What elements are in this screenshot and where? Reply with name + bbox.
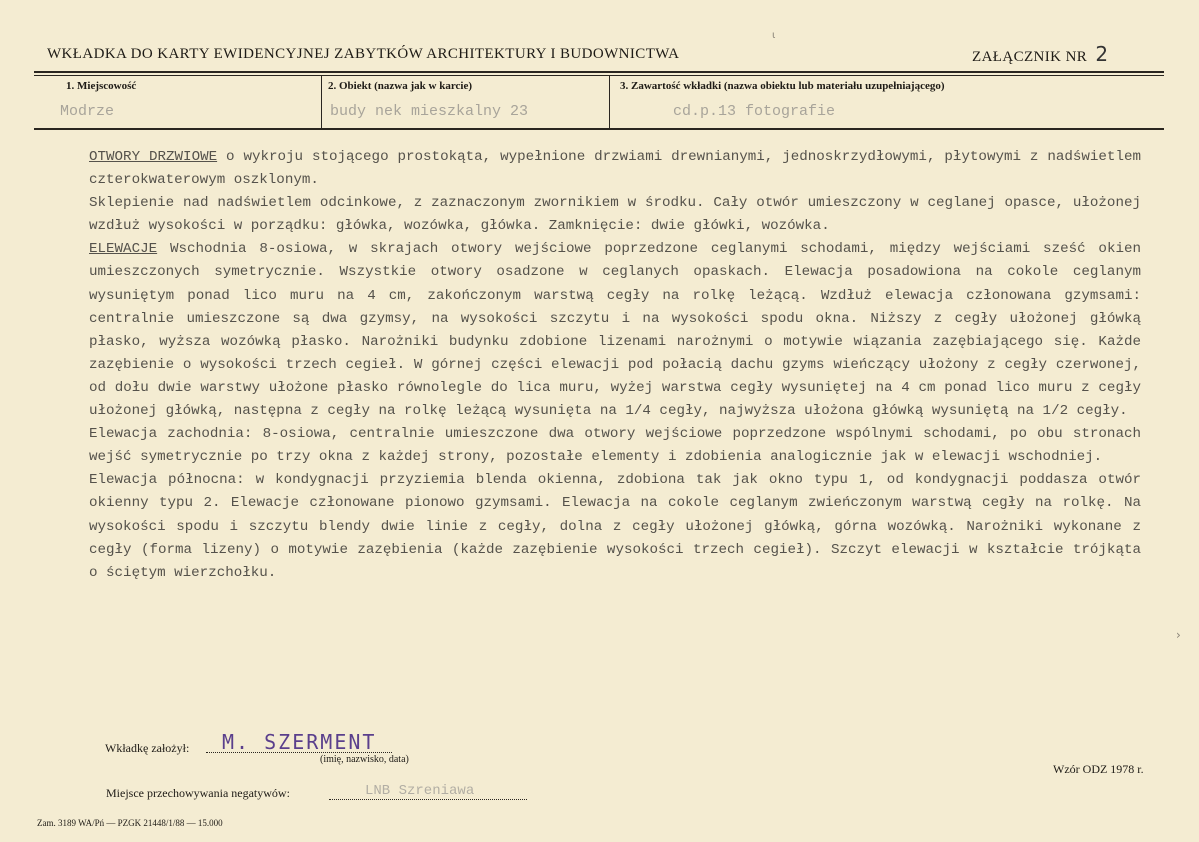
description-text [89,146,1141,585]
doors-paragraph [89,146,1141,192]
field-value-contents: cd.p.13 fotografie [673,103,836,120]
stray-mark: › [1176,628,1181,642]
elevations-paragraph [89,238,1141,423]
doors-text: o wykroju stojącego prostokąta, wypełnione drzwiami drewnianymi, jednoskrzydłowymi, płytowymi z nadświetlem czterokwaterowym oszklonym. [89,149,1141,189]
header-rule-thin [34,75,1164,76]
field-value-location: Modrze [60,103,115,120]
field-label-contents: 3. Zawartość wkładki (nazwa obiektu lub materiału uzupełniającego) [620,80,945,92]
print-info: Zam. 3189 WA/Pń — PZGK 21448/1/88 — 15.000 [37,818,223,828]
field-label-object: 2. Obiekt (nazwa jak w karcie) [328,80,473,92]
field-divider [609,76,610,128]
created-by-signature: M. SZERMENT [222,730,377,754]
east-elevation-text: Wschodnia 8-osiowa, w skrajach otwory wejściowe poprzedzone ceglanymi schodami, między wejściami sześć okien umieszczonych symetrycznie. Wszystkie otwory osadzone w ceglanych opaskach. Elewacja posadowiona na cokole ceglanym wysuniętym ponad lico muru na 4 cm, zakończonym warstwą cegły na rolkę leżącą. Wzdłuż elewacja członowana gzymsami: centralnie umieszczone są dwa gzymsy, na wysokości szczytu i na wysokości spodu okna. Niższy z cegły ułożonej główką płasko, wyższa wozówką płasko. Narożniki budynku zdobione lizenami narożnymi o motywie wiązania zazębiającego się. Każde zazębienie o wysokości trzech cegieł. W górnej części elewacji pod połacią dachu gzyms wieńczący ułożony z cegły czerwonej, od dołu dwie warstwy ułożone płasko równolegle do lica muru, wyżej warstwa cegły wysuniętej na 4 cm ponad lico muru z cegły ułożonej główką, następna z cegły na rolkę leżącą wysunięta na 1/4 cegły, najwyższa ułożona główką wysuniętą na 1/2 cegły. [89,241,1141,420]
stray-mark: ι [772,30,776,41]
north-elevation-paragraph: Elewacja północna: w kondygnacji przyziemia blenda okienna, zdobiona tak jak okno typu 1, od kondygnacji poddasza otwór okienny typu 2. Elewacje członowane pionowo gzymsami. Elewacja na cokole ceglanym zwieńczonym warstwą cegły na rolkę. Na wysokości spodu i szczytu blendy dwie linie z cegły, dolna z cegły ułożonej główką, górna wozówką. Narożniki wykonane z cegły (forma lizeny) o motywie zazębienia (każde zazębienie wysokości trzech cegieł). Szczyt elewacji w kształcie trójkąta o ściętym wierzchołku. [89,472,1141,581]
field-divider [321,76,322,128]
field-value-object: budy nek mieszkalny 23 [330,103,529,120]
doors-heading: OTWORY DRZWIOWE [89,149,218,165]
annex-number: 2 [1095,42,1109,66]
created-by-label: Wkładkę założył: [105,741,190,755]
elevations-heading: ELEWACJE [89,241,158,258]
form-title: WKŁADKA DO KARTY EWIDENCYJNEJ ZABYTKÓW ARCHITEKTURY I BUDOWNICTWA [47,46,680,62]
header-rule [34,71,1164,73]
negatives-label: Miejsce przechowywania negatywów: [106,786,290,800]
fields-bottom-rule [34,128,1164,130]
annex-label-text: ZAŁĄCZNIK NR [972,49,1088,65]
vault-paragraph: Sklepienie nad nadświetlem odcinkowe, z zaznaczonym zwornikiem w środku. Cały otwór umieszczony w ceglanej opasce, ułożonej wzdłuż wysokości w porządku: główka, wozówka, główka. Zamknięcie: dwie główki, wozówka. [89,195,1141,235]
created-by-line [206,752,392,753]
form-model: Wzór ODZ 1978 r. [1053,762,1144,776]
annex-label [972,42,1109,66]
negatives-line [329,799,527,800]
field-label-location: 1. Miejscowość [66,80,137,92]
west-elevation-paragraph: Elewacja zachodnia: 8-osiowa, centralnie umieszczone dwa otwory wejściowe poprzedzone wspólnymi schodami, po obu stronach wejść symetrycznie po trzy okna z każdej strony, pozostałe elementy i zdobienia analogicznie jak w elewacji wschodniej. [89,426,1141,466]
created-by-hint: (imię, nazwisko, data) [320,754,409,765]
negatives-value: LNB Szreniawa [365,783,475,799]
